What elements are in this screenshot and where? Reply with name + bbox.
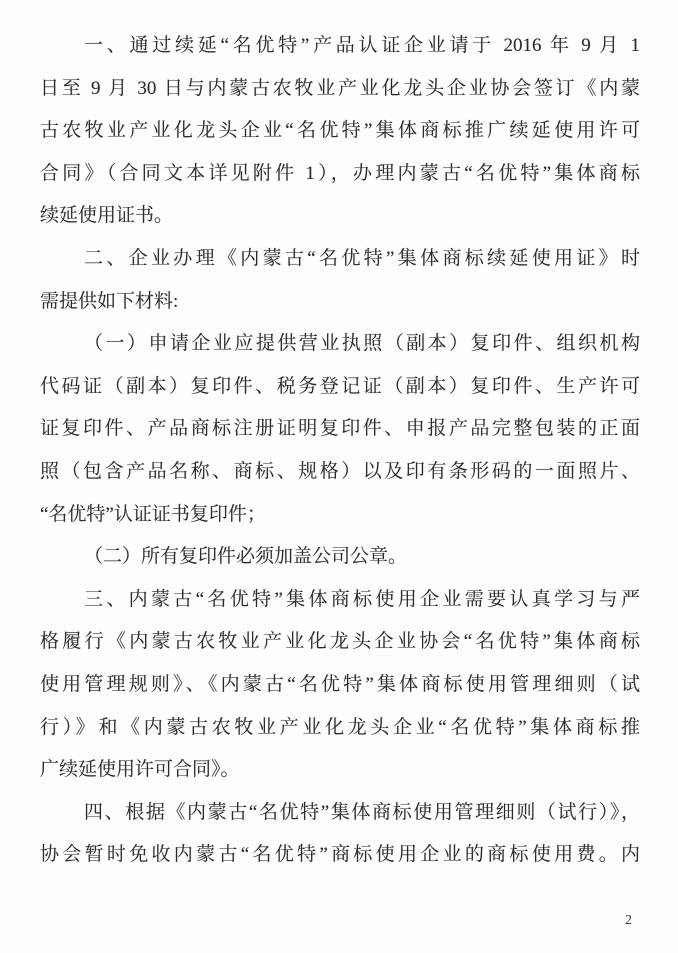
text-line: 二、企业办理《内蒙古“名优特”集体商标续延使用证》时 bbox=[84, 247, 640, 269]
text-line: 古农牧业产业化龙头企业“名优特”集体商标推广续延使用许可 bbox=[40, 120, 640, 142]
text-line: 四、根据《内蒙古“名优特”集体商标使用管理细则（试行）》， bbox=[84, 801, 640, 823]
paragraph-3 bbox=[40, 323, 640, 536]
text-line: 协会暂时免收内蒙古“名优特”商标使用企业的商标使用费。内 bbox=[40, 844, 640, 866]
paragraph-1 bbox=[40, 25, 640, 238]
text-line: 续延使用证书。 bbox=[40, 205, 174, 227]
text-line: 代码证（副本）复印件、税务登记证（副本）复印件、生产许可 bbox=[40, 375, 640, 397]
text-line: 格履行《内蒙古农牧业产业化龙头企业协会“名优特”集体商标 bbox=[40, 631, 640, 653]
text-line: （二）所有复印件必须加盖公司公章。 bbox=[84, 546, 408, 568]
text-line: 照（包含产品名称、商标、规格）以及印有条形码的一面照片、 bbox=[40, 460, 640, 482]
text-line: 广续延使用许可合同》。 bbox=[40, 759, 240, 781]
paragraph-5 bbox=[40, 579, 640, 792]
text-line: （一）申请企业应提供营业执照（副本）复印件、组织机构 bbox=[84, 333, 640, 355]
text-line: “名优特”认证证书复印件； bbox=[40, 503, 266, 525]
paragraph-6 bbox=[40, 792, 640, 877]
text-line: 日至 9 月 30 日与内蒙古农牧业产业化龙头企业协会签订《内蒙 bbox=[40, 77, 640, 99]
paragraph-4 bbox=[40, 536, 640, 579]
text-line: 行）》和《内蒙古农牧业产业化龙头企业“名优特”集体商标推 bbox=[40, 716, 640, 738]
text-line: 证复印件、产品商标注册证明复印件、申报产品完整包装的正面 bbox=[40, 418, 640, 440]
text-line: 一、通过续延“名优特”产品认证企业请于 2016 年 9 月 1 bbox=[84, 35, 640, 56]
text-line: 需提供如下材料: bbox=[40, 290, 179, 312]
paragraph-2 bbox=[40, 238, 640, 323]
document-content bbox=[40, 25, 640, 877]
page-number: 2 bbox=[625, 913, 632, 928]
text-line: 使用管理规则》、《内蒙古“名优特”集体商标使用管理细则（试 bbox=[40, 673, 640, 695]
text-line: 合同》（合同文本详见附件 1），办理内蒙古“名优特”集体商标 bbox=[40, 162, 640, 184]
text-line: 三、内蒙古“名优特”集体商标使用企业需要认真学习与严 bbox=[84, 588, 640, 610]
